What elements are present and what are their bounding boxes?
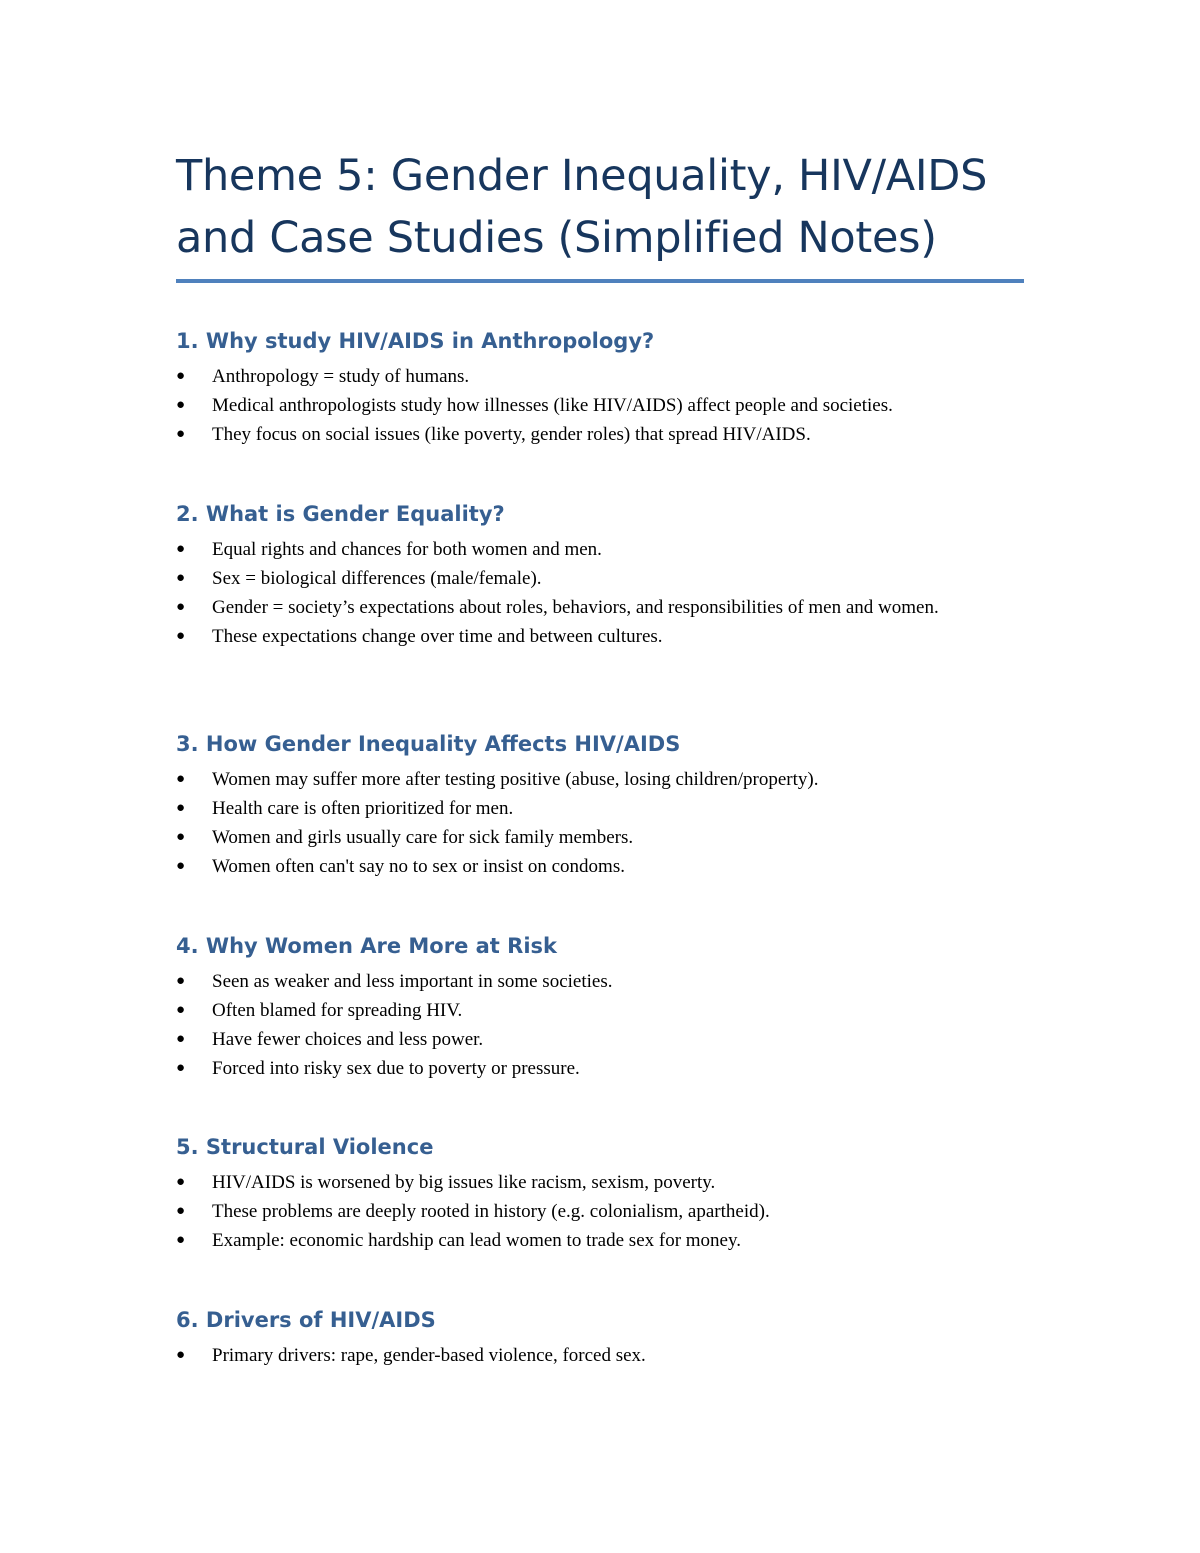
section-3 xyxy=(176,729,1026,881)
list-item: ● Primary drivers: rape, gender-based violence, forced sex. xyxy=(176,1341,1026,1370)
list-item: ● Gender = society’s expectations about roles, behaviors, and responsibilities of men and women. xyxy=(176,593,1026,622)
section-4 xyxy=(176,931,1026,1083)
bullet-icon: ● xyxy=(176,829,186,845)
list-item: ● They focus on social issues (like poverty, gender roles) that spread HIV/AIDS. xyxy=(176,420,1026,449)
bullet-icon: ● xyxy=(176,426,186,442)
section-heading: 2. What is Gender Equality? xyxy=(176,502,505,526)
bullet-icon: ● xyxy=(176,570,186,586)
bullet-icon: ● xyxy=(176,1174,186,1190)
section-heading: 1. Why study HIV/AIDS in Anthropology? xyxy=(176,329,655,353)
bullet-icon: ● xyxy=(176,368,186,384)
title-line-2: and Case Studies (Simplified Notes) xyxy=(176,213,937,263)
bullet-icon: ● xyxy=(176,858,186,874)
bullet-icon: ● xyxy=(176,1232,186,1248)
list-item: ● Medical anthropologists study how illnesses (like HIV/AIDS) affect people and societies. xyxy=(176,391,1026,420)
document-page xyxy=(176,145,1026,283)
bullet-list xyxy=(176,765,1026,881)
section-5 xyxy=(176,1132,1026,1255)
bullet-icon: ● xyxy=(176,599,186,615)
bullet-icon: ● xyxy=(176,1203,186,1219)
bullet-icon: ● xyxy=(176,1347,186,1363)
list-item: ● Women and girls usually care for sick family members. xyxy=(176,823,1026,852)
list-item: ● Example: economic hardship can lead women to trade sex for money. xyxy=(176,1226,1026,1255)
list-item: ● Seen as weaker and less important in some societies. xyxy=(176,967,1026,996)
bullet-list xyxy=(176,967,1026,1083)
section-6 xyxy=(176,1305,1026,1370)
bullet-list xyxy=(176,1341,1026,1370)
section-heading: 3. How Gender Inequality Affects HIV/AIDS xyxy=(176,732,681,756)
list-item: ● These problems are deeply rooted in history (e.g. colonialism, apartheid). xyxy=(176,1197,1026,1226)
section-heading: 4. Why Women Are More at Risk xyxy=(176,934,557,958)
document-title xyxy=(176,145,1026,269)
bullet-icon: ● xyxy=(176,1060,186,1076)
list-item: ● Anthropology = study of humans. xyxy=(176,362,1026,391)
bullet-icon: ● xyxy=(176,771,186,787)
bullet-icon: ● xyxy=(176,1031,186,1047)
section-1 xyxy=(176,326,1026,449)
list-item: ● These expectations change over time and between cultures. xyxy=(176,622,1026,651)
bullet-icon: ● xyxy=(176,1002,186,1018)
bullet-list xyxy=(176,535,1026,651)
list-item: ● Women may suffer more after testing positive (abuse, losing children/property). xyxy=(176,765,1026,794)
list-item: ● HIV/AIDS is worsened by big issues like racism, sexism, poverty. xyxy=(176,1168,1026,1197)
list-item: ● Forced into risky sex due to poverty or pressure. xyxy=(176,1054,1026,1083)
list-item: ● Sex = biological differences (male/female). xyxy=(176,564,1026,593)
bullet-icon: ● xyxy=(176,800,186,816)
bullet-list xyxy=(176,362,1026,449)
bullet-icon: ● xyxy=(176,397,186,413)
bullet-icon: ● xyxy=(176,973,186,989)
title-line-1: Theme 5: Gender Inequality, HIV/AIDS xyxy=(176,151,988,201)
list-item: ● Health care is often prioritized for men. xyxy=(176,794,1026,823)
bullet-icon: ● xyxy=(176,541,186,557)
section-heading: 6. Drivers of HIV/AIDS xyxy=(176,1308,436,1332)
list-item: ● Women often can't say no to sex or insist on condoms. xyxy=(176,852,1026,881)
list-item: ● Often blamed for spreading HIV. xyxy=(176,996,1026,1025)
bullet-icon: ● xyxy=(176,628,186,644)
section-2 xyxy=(176,499,1026,651)
list-item: ● Equal rights and chances for both women and men. xyxy=(176,535,1026,564)
list-item: ● Have fewer choices and less power. xyxy=(176,1025,1026,1054)
title-underline xyxy=(176,279,1024,283)
section-heading: 5. Structural Violence xyxy=(176,1135,434,1159)
bullet-list xyxy=(176,1168,1026,1255)
